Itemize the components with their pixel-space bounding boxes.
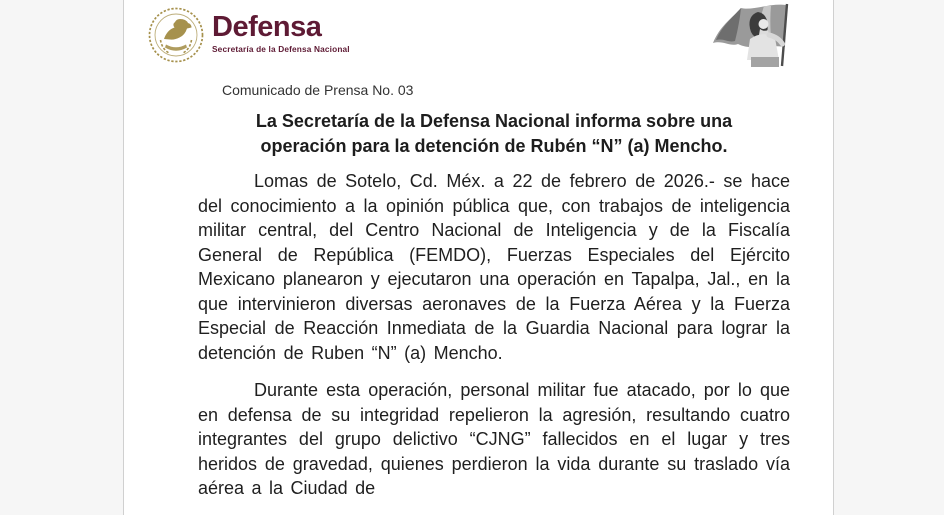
defensa-wordmark: Defensa <box>212 11 322 43</box>
press-release-number: Comunicado de Prensa No. 03 <box>222 82 414 98</box>
paragraph-1: Lomas de Sotelo, Cd. Méx. a 22 de febrero de 2026.- se hace del conocimiento a la opinión pública que, con trabajos de inteligencia militar central, del Centro Nacional de Inteligencia y de la Fiscalía General de República (FEMDO), Fuerzas Especiales del Ejército Mexicano planearon y ejecutaron una operación en Tapalpa, Jal., en la que intervinieron diversas aeronaves de la Fuerza Aérea y la Fuerza Especial de Reacción Inmediata de la Guardia Nacional para lograr la detención de Ruben “N” (a) Mencho. <box>198 171 790 363</box>
mexican-national-seal-icon <box>147 6 205 64</box>
document-title <box>198 109 790 159</box>
document-content <box>198 0 790 501</box>
document-page <box>123 0 834 515</box>
document-title-line-1: La Secretaría de la Defensa Nacional informa sobre una <box>255 111 733 131</box>
paragraph-2: Durante esta operación, personal militar fue atacado, por lo que en defensa de su integridad repelieron la agresión, resultando cuatro integrantes del grupo delictivo “CJNG” fallecidos en el lugar y tres heridos de gravedad, quienes perdieron la vida durante su traslado vía aérea a la Ciudad de <box>198 380 790 498</box>
defensa-subtitle: Secretaría de la Defensa Nacional <box>212 44 350 54</box>
document-title-line-2: operación para la detención de Rubén “N” (a) Mencho. <box>260 136 728 156</box>
